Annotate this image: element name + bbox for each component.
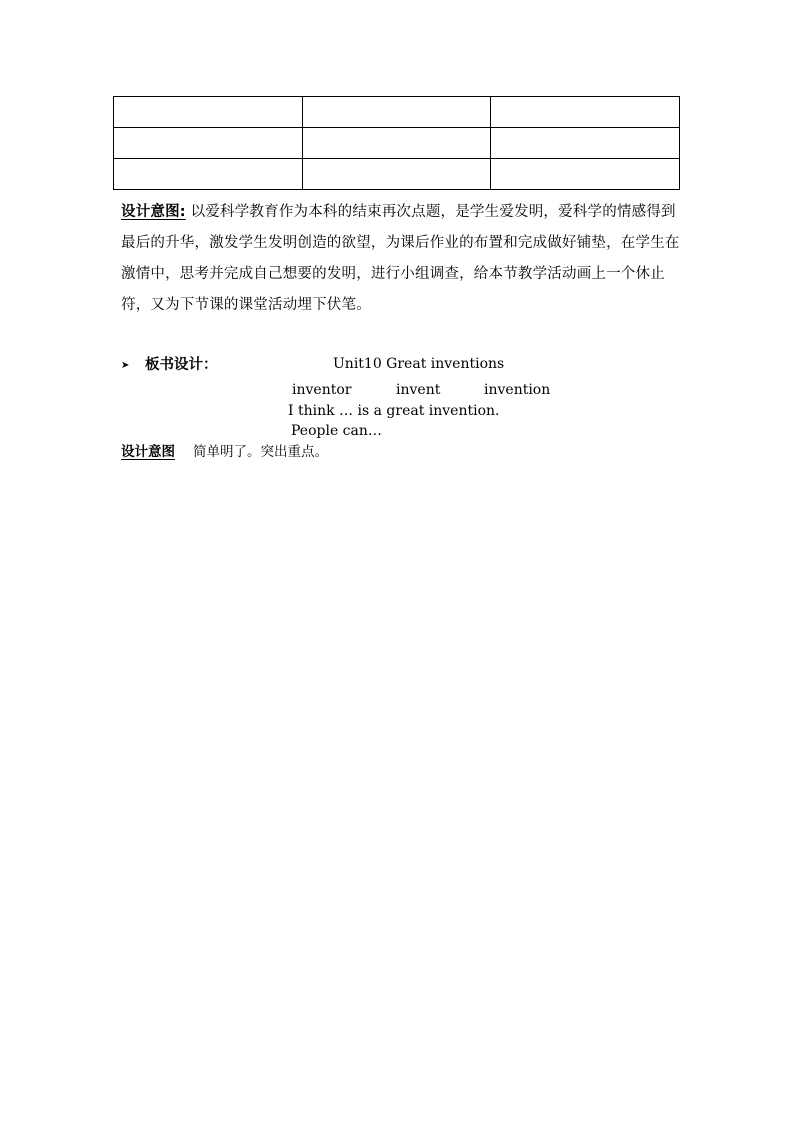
table-cell <box>491 97 680 128</box>
table-cell <box>114 97 303 128</box>
lesson-table <box>113 96 680 190</box>
table-cell <box>302 159 491 190</box>
board-design-label: 板书设计： <box>145 357 218 373</box>
table-row <box>114 97 680 128</box>
table-cell <box>302 128 491 159</box>
board-design-heading <box>121 355 218 375</box>
design-intent-text: 以爱科学教育作为本科的结束再次点题，是学生爱发明，爱科学的情感得到最后的升华，激发学生发明创造的欲望，为课后作业的布置和完成做好铺垫，在学生在激情中，思考并完成自己想要的发明，进行小组调查，给本节教学活动画上一个休止符，又为下节课的课堂活动埋下伏笔。 <box>121 204 680 313</box>
board-word: invent <box>396 382 441 398</box>
board-sentence-2: People can… <box>291 423 382 439</box>
board-sentence-1: I think … is a great invention. <box>288 403 500 419</box>
arrow-bullet-icon: ➤ <box>121 360 130 371</box>
table-cell <box>302 97 491 128</box>
board-word: invention <box>484 382 551 398</box>
design-intent-2-text: 简单明了。突出重点。 <box>193 444 328 460</box>
design-intent-2-paragraph <box>121 443 328 461</box>
table-cell <box>114 159 303 190</box>
design-intent-label: 设计意图: <box>121 204 186 220</box>
design-intent-paragraph <box>121 197 681 321</box>
table-row <box>114 128 680 159</box>
board-unit-title: Unit10 Great inventions <box>333 356 505 372</box>
design-intent-2-label: 设计意图 <box>121 444 175 460</box>
table-cell <box>114 128 303 159</box>
board-vocabulary-line <box>292 382 550 398</box>
table-row <box>114 159 680 190</box>
table-cell <box>491 159 680 190</box>
board-word: inventor <box>292 382 352 398</box>
table-cell <box>491 128 680 159</box>
